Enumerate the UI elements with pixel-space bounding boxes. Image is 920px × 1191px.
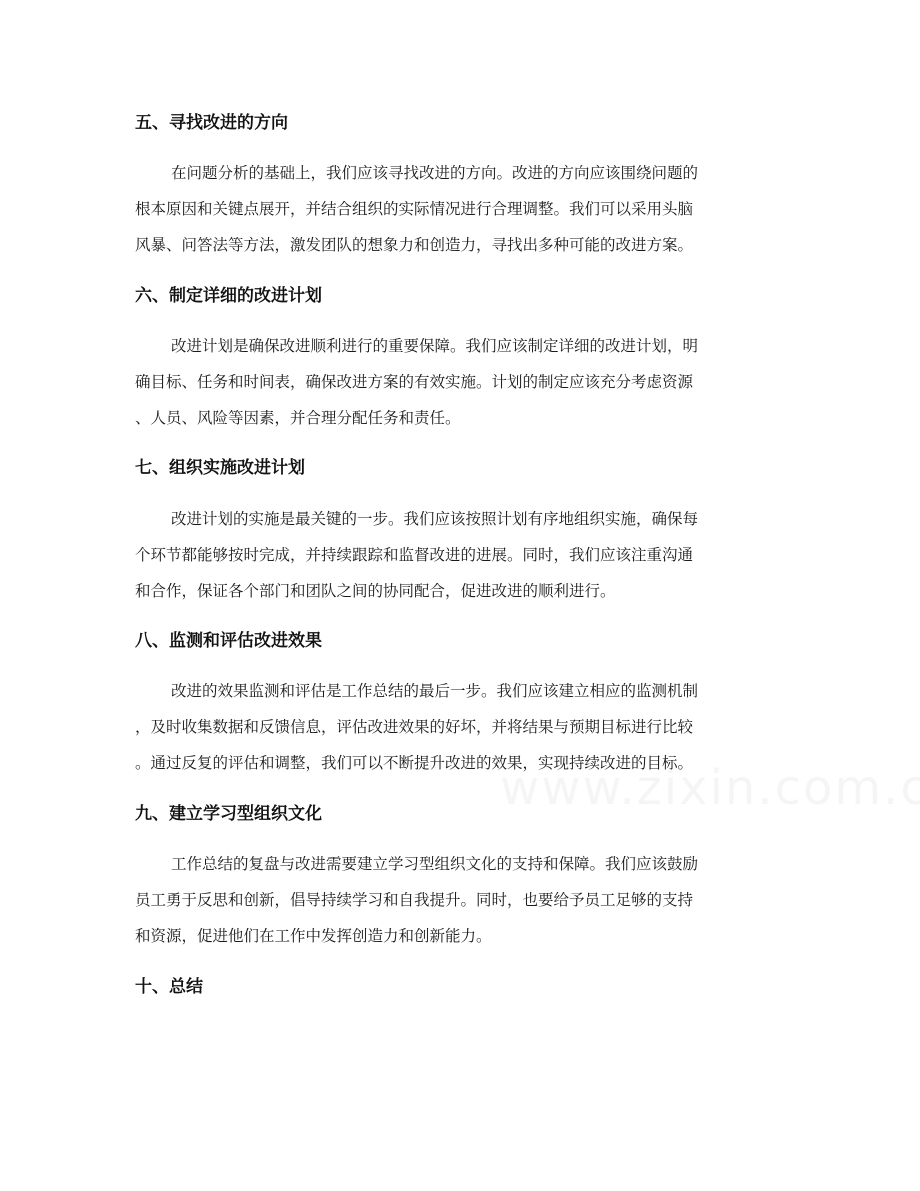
paragraph-line: 、人员、风险等因素，并合理分配任务和责任。 — [135, 409, 461, 427]
paragraph-line: 和资源，促进他们在工作中发挥创造力和创新能力。 — [135, 927, 492, 945]
paragraph-line: 改进计划是确保改进顺利进行的重要保障。我们应该制定详细的改进计划，明 — [171, 337, 699, 355]
paragraph-line: 改进的效果监测和评估是工作总结的最后一步。我们应该建立相应的监测机制 — [171, 682, 699, 700]
section-paragraph-5 — [135, 155, 785, 263]
section-heading-10: 十、总结 — [135, 977, 203, 997]
section-paragraph-7 — [135, 501, 785, 609]
section-heading-9: 九、建立学习型组织文化 — [135, 804, 322, 824]
section-heading-8: 八、监测和评估改进效果 — [135, 631, 322, 651]
paragraph-line: 在问题分析的基础上，我们应该寻找改进的方向。改进的方向应该围绕问题的 — [171, 164, 699, 182]
paragraph-line: 和合作，保证各个部门和团队之间的协同配合，促进改进的顺利进行。 — [135, 582, 616, 600]
paragraph-line: 根本原因和关键点展开，并结合组织的实际情况进行合理调整。我们可以采用头脑 — [135, 200, 694, 218]
paragraph-line: 工作总结的复盘与改进需要建立学习型组织文化的支持和保障。我们应该鼓励 — [171, 855, 699, 873]
section-heading-5: 五、寻找改进的方向 — [135, 113, 288, 133]
paragraph-line: 。通过反复的评估和调整，我们可以不断提升改进的效果，实现持续改进的目标。 — [135, 754, 694, 772]
paragraph-line: 员工勇于反思和创新，倡导持续学习和自我提升。同时，也要给予员工足够的支持 — [135, 891, 694, 909]
paragraph-line: 风暴、问答法等方法，激发团队的想象力和创造力，寻找出多种可能的改进方案。 — [135, 236, 694, 254]
section-paragraph-9 — [135, 846, 785, 954]
section-heading-7: 七、组织实施改进计划 — [135, 458, 305, 478]
section-paragraph-8 — [135, 673, 785, 781]
paragraph-line: 改进计划的实施是最关键的一步。我们应该按照计划有序地组织实施，确保每 — [171, 510, 699, 528]
paragraph-line: 确目标、任务和时间表，确保改进方案的有效实施。计划的制定应该充分考虑资源 — [135, 373, 694, 391]
section-paragraph-6 — [135, 328, 785, 436]
section-heading-6: 六、制定详细的改进计划 — [135, 286, 322, 306]
paragraph-line: ，及时收集数据和反馈信息，评估改进效果的好坏，并将结果与预期目标进行比较 — [135, 718, 694, 736]
paragraph-line: 个环节都能够按时完成，并持续跟踪和监督改进的进展。同时，我们应该注重沟通 — [135, 546, 694, 564]
